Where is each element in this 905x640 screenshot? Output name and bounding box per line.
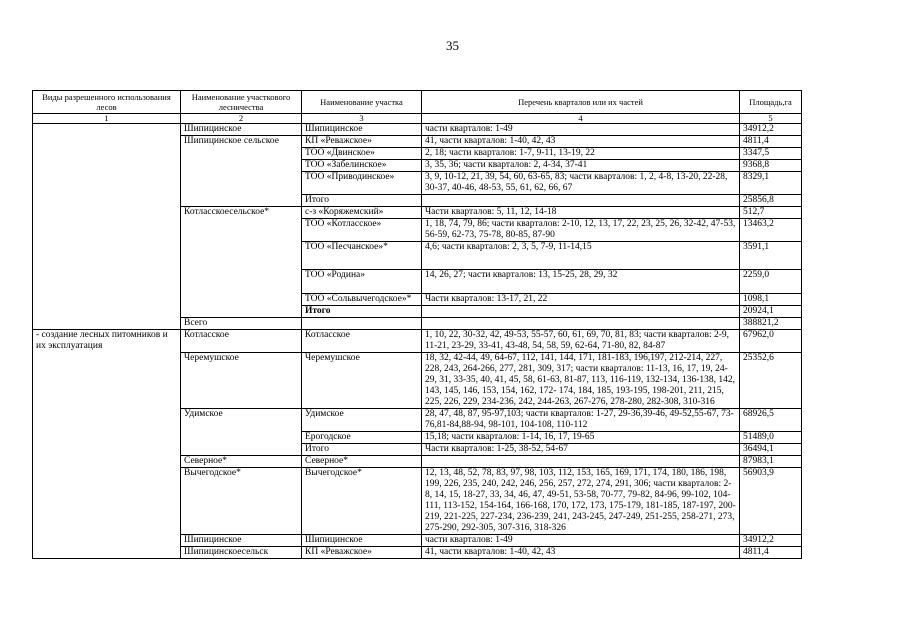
forestry-cell: Шипицинское [181,535,302,547]
quarters-cell: 3, 35, 36; части кварталов: 2, 4-34, 37-41 [422,160,740,172]
quarters-cell: 1, 18, 74, 79, 86; части кварталов: 2-10, 12, 13, 17, 22, 23, 25, 26, 32-42, 47-53, 56-59, 62-73, 75-78, 80-85, 87-90 [422,219,740,242]
area-cell: 25352,6 [740,353,802,409]
forestry-cell: Котласское [181,330,302,353]
area-cell: 67962,0 [740,330,802,353]
area-cell: 68926,5 [740,409,802,432]
area-cell: 56903,9 [740,468,802,535]
plot-cell: Итого [302,306,422,318]
quarters-cell: Части кварталов: 13-17, 21, 22 [422,294,740,306]
area-cell: 13463,2 [740,219,802,242]
plot-cell: ТОО «Котласское» [302,219,422,242]
column-number-row [33,114,802,124]
column-number: 4 [422,114,740,124]
forestry-cell: Северное* [181,456,302,468]
quarters-cell [422,195,740,207]
plot-cell [302,318,422,330]
header-cell: Площадь,га [740,91,802,114]
table-row [33,124,802,136]
header-row [33,91,802,114]
quarters-cell: 3, 9, 10-12, 21, 39, 54, 60, 63-65, 83; части кварталов: 1, 2, 4-8, 13-20, 22-28, 30-37, 40-46, 48-53, 55, 61, 62, 66, 67 [422,172,740,195]
quarters-cell: 2, 18; части кварталов: 1-7, 9-11, 13-19, 22 [422,148,740,160]
plot-cell: Итого [302,444,422,456]
quarters-cell: 41, части кварталов: 1-40, 42, 43 [422,547,740,559]
area-cell: 8329,1 [740,172,802,195]
quarters-cell [422,456,740,468]
plot-cell: КП «Реважское» [302,136,422,148]
forestry-cell: Черемушское [181,353,302,409]
plot-cell: Черемушское [302,353,422,409]
forestry-cell: Шипицинскоесельск [181,547,302,559]
quarters-cell: 15,18; части кварталов: 1-14, 16, 17, 19-65 [422,432,740,444]
column-number: 5 [740,114,802,124]
quarters-cell: 28, 47, 48, 87, 95-97,103; части кварталов: 1-27, 29-36,39-46, 49-52,55-67, 73-76,81-84,88-94, 98-101, 104-108, 110-112 [422,409,740,432]
area-cell: 34912,2 [740,124,802,136]
area-cell: 3591,1 [740,242,802,270]
area-cell: 3347,5 [740,148,802,160]
page-number: 35 [446,38,459,53]
plot-cell: Удимское [302,409,422,432]
plot-cell: КП «Реважское» [302,547,422,559]
forestry-cell: Шипицинское сельское [181,136,302,207]
plot-cell: ТОО «Двинское» [302,148,422,160]
area-cell: 4811,4 [740,136,802,148]
area-cell: 20924,1 [740,306,802,318]
usage-type-cell: - создание лесных питомников и их эксплуатация [33,330,181,559]
usage-type-cell [33,124,181,330]
forestry-cell: Всего [181,318,302,330]
quarters-cell: 14, 26, 27; части кварталов: 13, 15-25, 28, 29, 32 [422,270,740,294]
quarters-cell: 12, 13, 48, 52, 78, 83, 97, 98, 103, 112, 153, 165, 169, 171, 174, 180, 186, 198, 199, 226, 235, 240, 242, 246, 256, 257, 272, 274, 291, 306; части кварталов: 2-8, 14, 15, 18-27, 33, 34, 46, 47, 49-51, 53-58, 70-77, 79-82, 84-96, 99-102, 104-111, 113-152, 154-164, 166-168, 170, 172, 173, 175-179, 181-185, 187-197, 200-219, 221-225, 227-234, 236-239, 241, 243-245, 247-249, 251-255, 258-271, 273, 275-290, 292-305, 307-316, 318-326 [422,468,740,535]
header-cell: Наименование участка [302,91,422,114]
area-cell: 388821,2 [740,318,802,330]
area-cell: 36494,1 [740,444,802,456]
header-cell: Виды разрешенного использования лесов [33,91,181,114]
plot-cell: ТОО «Забелинское» [302,160,422,172]
area-cell: 51489,0 [740,432,802,444]
quarters-cell: 1, 10, 22, 30-32, 42, 49-53, 55-57, 60, 61, 69, 70, 81, 83; части кварталов: 2-9, 11-21, 23-29, 33-41, 43-48, 54, 58, 59, 62-64, 71-80, 82, 84-87 [422,330,740,353]
forestry-cell: Шипицинское [181,124,302,136]
plot-cell: Ерогодское [302,432,422,444]
quarters-cell: 4,6; части кварталов: 2, 3, 5, 7-9, 11-14,15 [422,242,740,270]
plot-cell: с-з «Коряжемский» [302,207,422,219]
table-row [33,330,802,353]
plot-cell: Котласское [302,330,422,353]
plot-cell: Шипицинское [302,535,422,547]
quarters-cell: Части кварталов: 1-25, 38-52, 54-67 [422,444,740,456]
area-cell: 2259,0 [740,270,802,294]
area-cell: 34912,2 [740,535,802,547]
area-cell: 1098,1 [740,294,802,306]
forestry-cell: Удимское [181,409,302,456]
quarters-cell: Части кварталов: 5, 11, 12, 14-18 [422,207,740,219]
area-cell: 25856,8 [740,195,802,207]
plot-cell: Итого [302,195,422,207]
plot-cell: ТОО «Сольвычегодское»* [302,294,422,306]
plot-cell: Северное* [302,456,422,468]
forest-use-table [32,90,802,559]
header-cell: Наименование участкового лесничества [181,91,302,114]
forestry-cell: Вычегодское* [181,468,302,535]
quarters-cell: части кварталов: 1-49 [422,124,740,136]
quarters-cell [422,306,740,318]
plot-cell: ТОО «Песчанское»* [302,242,422,270]
column-number: 1 [33,114,181,124]
quarters-cell: 41, части кварталов: 1-40, 42, 43 [422,136,740,148]
plot-cell: ТОО «Родина» [302,270,422,294]
column-number: 2 [181,114,302,124]
plot-cell: Вычегодское* [302,468,422,535]
area-cell: 9368,8 [740,160,802,172]
quarters-cell [422,318,740,330]
area-cell: 87983,1 [740,456,802,468]
header-cell: Перечень кварталов или их частей [422,91,740,114]
area-cell: 512,7 [740,207,802,219]
column-number: 3 [302,114,422,124]
quarters-cell: части кварталов: 1-49 [422,535,740,547]
area-cell: 4811,4 [740,547,802,559]
quarters-cell: 18, 32, 42-44, 49, 64-67, 112, 141, 144, 171, 181-183, 196,197, 212-214, 227, 228, 243, 264-266, 277, 281, 309, 317; части кварталов: 11-13, 16, 17, 19, 24-29, 31, 33-35, 40, 41, 45, 58, 61-63, 81-87, 113, 116-119, 132-134, 136-138, 142, 143, 145, 146, 153, 154, 162, 172- 174, 184, 185, 193-195, 198-201, 211, 215, 225, 226, 229, 234-236, 242, 244-263, 267-276, 278-280, 282-308, 310-316 [422,353,740,409]
plot-cell: ТОО «Приводинское» [302,172,422,195]
plot-cell: Шипицинское [302,124,422,136]
forestry-cell: Котласскоесельское* [181,207,302,318]
